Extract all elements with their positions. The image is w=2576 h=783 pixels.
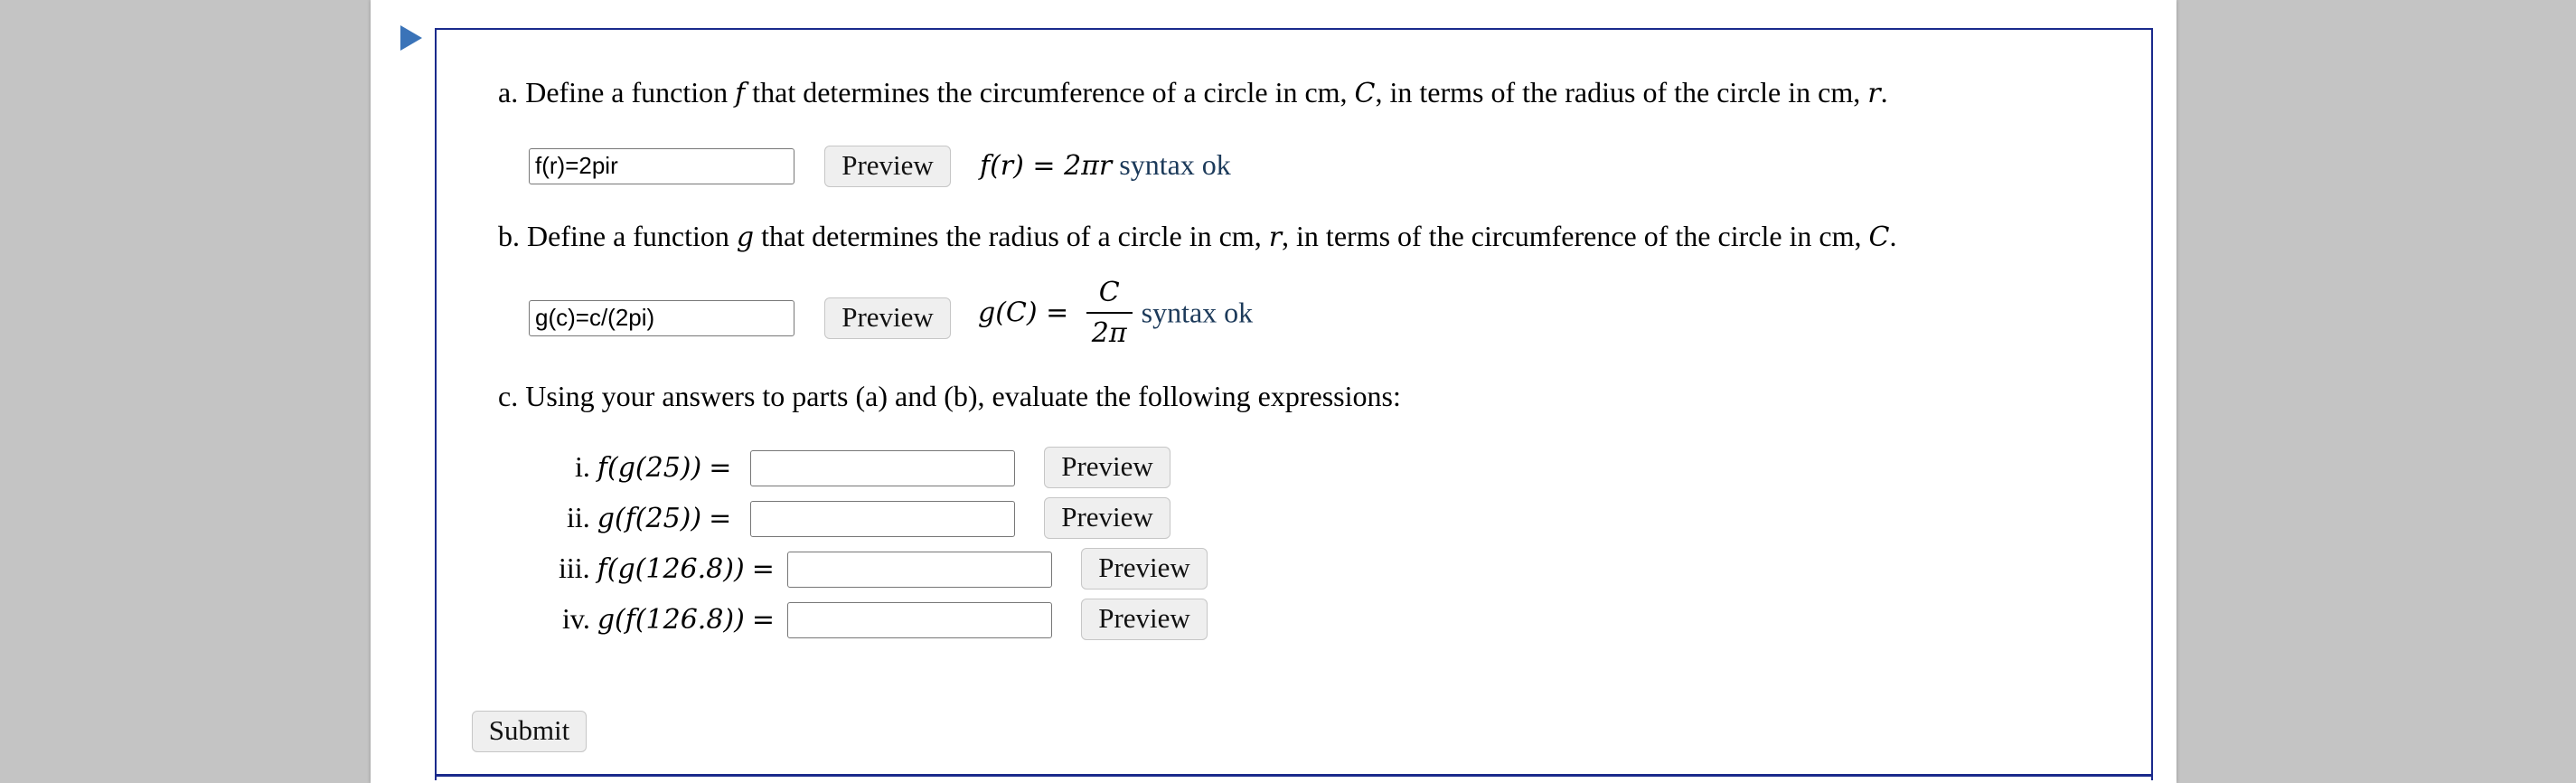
part-a-question bbox=[498, 76, 1888, 109]
item-4-expression: g(f(126.8)) bbox=[597, 604, 745, 636]
part-b-rendered-fraction bbox=[1086, 277, 1133, 349]
part-a-answer-input[interactable]: f(r)=2pir bbox=[529, 148, 794, 184]
part-b-var-r: r bbox=[1268, 222, 1283, 253]
part-a-var-c: C bbox=[1354, 78, 1376, 109]
part-a-rendered-lhs: f(r) bbox=[980, 150, 1024, 182]
part-b-rendered bbox=[978, 277, 1253, 349]
part-a-rendered-rhs: 2πr bbox=[1064, 150, 1113, 182]
part-c-item-4-preview-button[interactable]: Preview bbox=[1081, 599, 1208, 640]
part-b-fraction-numerator: C bbox=[1086, 277, 1133, 314]
part-a-text: a. Define a function bbox=[498, 76, 736, 108]
part-b-rendered-lhs: g(C) bbox=[978, 297, 1038, 329]
frame-bottom-divider bbox=[435, 774, 2153, 777]
part-a-preview-button[interactable]: Preview bbox=[824, 146, 951, 187]
part-c-item-2-input[interactable] bbox=[750, 501, 1015, 537]
collapse-toggle-icon[interactable] bbox=[400, 25, 422, 51]
part-b-status: syntax ok bbox=[1141, 296, 1254, 329]
part-b-preview-button[interactable]: Preview bbox=[824, 297, 951, 339]
part-b-var-c: C bbox=[1868, 222, 1890, 253]
part-a-text-3: , in terms of the radius of the circle in cm, bbox=[1375, 76, 1868, 108]
part-b-text: b. Define a function bbox=[498, 220, 737, 252]
part-c-item-2-label bbox=[567, 501, 731, 534]
part-a-rendered-eq: = bbox=[1023, 150, 1065, 182]
item-3-equals: = bbox=[751, 553, 775, 585]
item-4-numeral: iv. bbox=[562, 602, 590, 635]
part-c-item-1-label bbox=[575, 450, 731, 484]
item-2-equals: = bbox=[709, 503, 732, 534]
submit-button[interactable]: Submit bbox=[472, 711, 587, 752]
item-4-equals: = bbox=[751, 604, 775, 636]
item-3-expression: f(g(126.8)) bbox=[597, 553, 745, 585]
part-c-item-1-preview-button[interactable]: Preview bbox=[1044, 447, 1170, 488]
part-b-var-g: g bbox=[736, 222, 755, 253]
part-b-text-end: . bbox=[1889, 220, 1897, 252]
item-1-numeral: i. bbox=[575, 450, 590, 483]
part-b-question bbox=[498, 220, 1896, 253]
part-b-rendered-eq: = bbox=[1037, 297, 1077, 329]
part-b-fraction-denominator: 2π bbox=[1091, 317, 1127, 349]
part-b-text-2: that determines the radius of a circle in cm, bbox=[754, 220, 1269, 252]
part-a-var-f: f bbox=[735, 78, 746, 109]
part-a-text-end: . bbox=[1880, 76, 1888, 108]
part-c-item-1-input[interactable] bbox=[750, 450, 1015, 486]
part-a-text-2: that determines the circumference of a circle in cm, bbox=[745, 76, 1355, 108]
part-c-item-4-input[interactable] bbox=[787, 602, 1052, 638]
part-c-item-2-preview-button[interactable]: Preview bbox=[1044, 497, 1170, 539]
part-b-answer-input[interactable]: g(c)=c/(2pi) bbox=[529, 300, 794, 336]
item-1-expression: f(g(25)) bbox=[597, 452, 702, 484]
part-c-question: c. Using your answers to parts (a) and (b), evaluate the following expressions: bbox=[498, 380, 1401, 412]
part-b-text-3: , in terms of the circumference of the circle in cm, bbox=[1282, 220, 1869, 252]
part-a-var-r: r bbox=[1867, 78, 1881, 109]
item-1-equals: = bbox=[709, 452, 732, 484]
part-c-item-3-label bbox=[559, 552, 775, 585]
part-c-item-3-preview-button[interactable]: Preview bbox=[1081, 548, 1208, 590]
part-a-status: syntax ok bbox=[1119, 148, 1231, 181]
part-a-rendered bbox=[980, 148, 1231, 182]
problem-sheet bbox=[371, 0, 2176, 783]
part-c-item-4-label bbox=[562, 602, 775, 636]
item-2-expression: g(f(25)) bbox=[597, 503, 702, 534]
item-3-numeral: iii. bbox=[559, 552, 590, 584]
part-c-item-3-input[interactable] bbox=[787, 552, 1052, 588]
item-2-numeral: ii. bbox=[567, 501, 590, 533]
